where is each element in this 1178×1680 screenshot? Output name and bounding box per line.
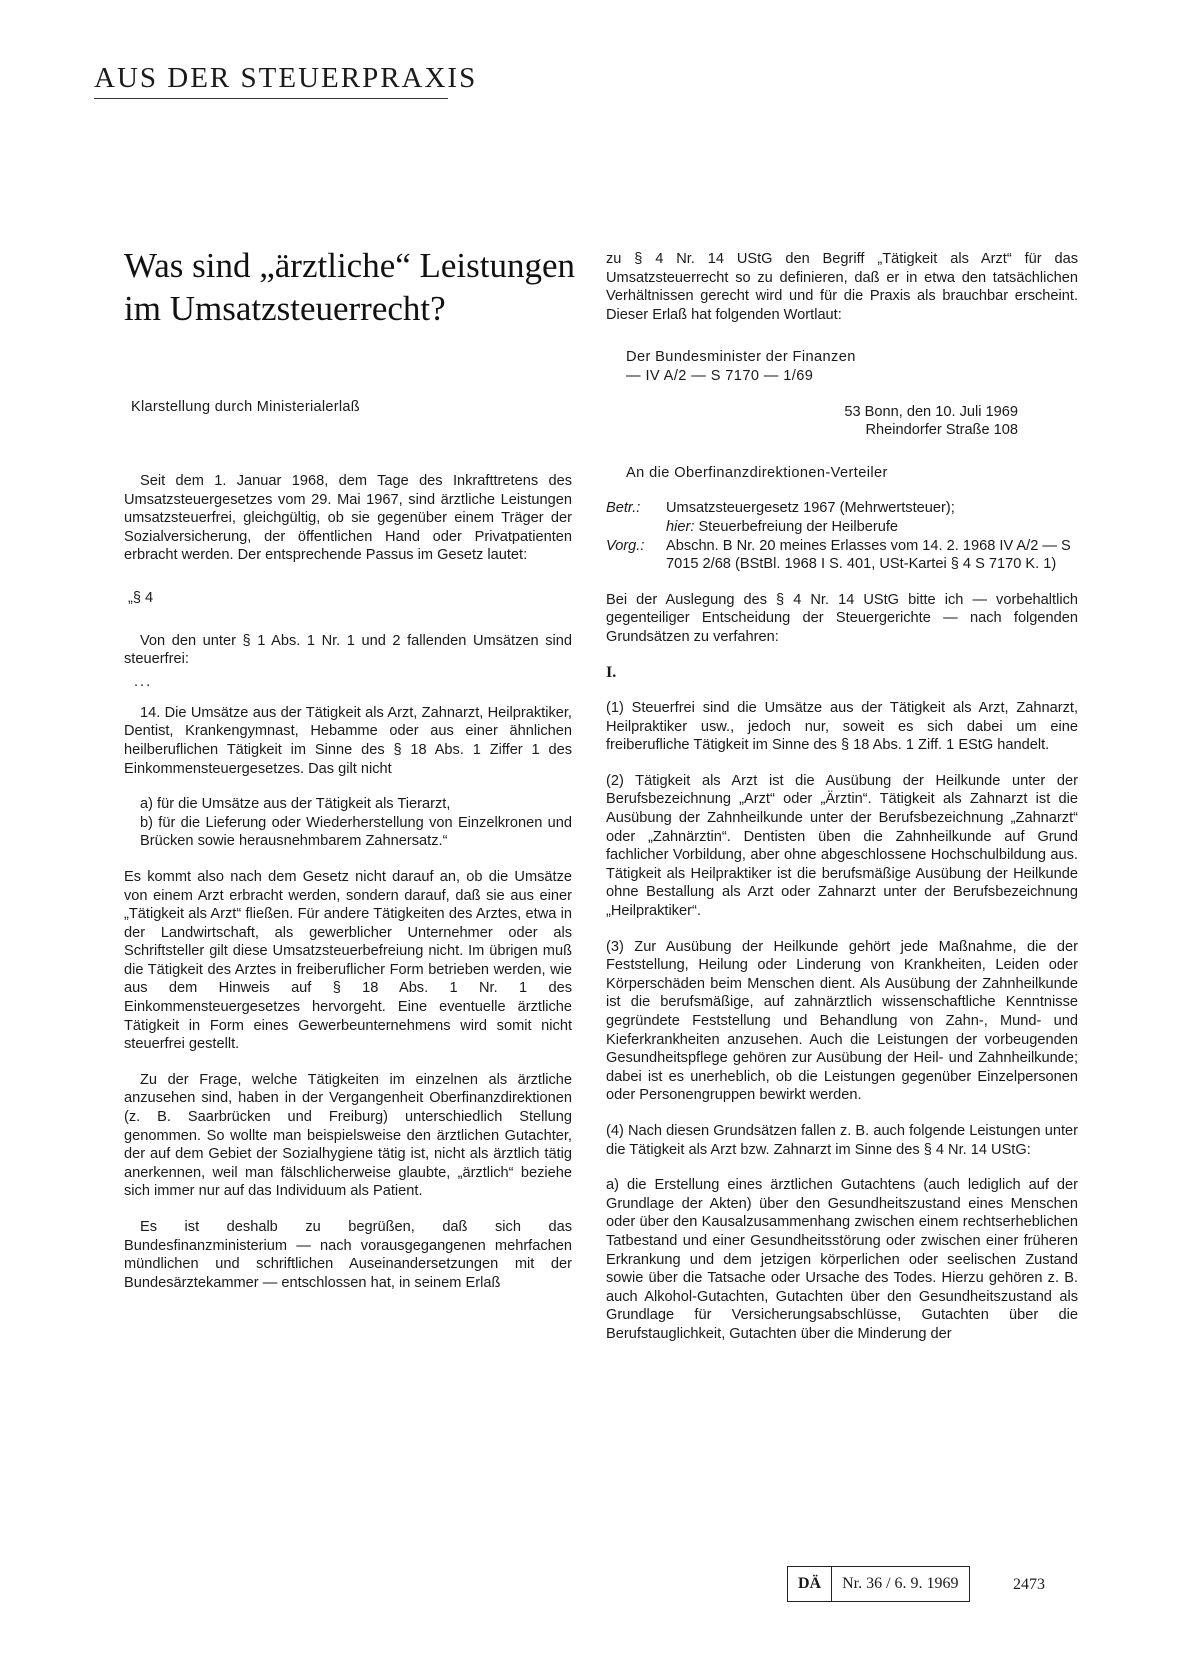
paragraph: (3) Zur Ausübung der Heilkunde gehört jede Maßnahme, die der Feststellung, Heilung oder Linderung von Krankheiten, Leiden oder Körperschäden beim Menschen dient. Als Ausübung der Zahnheilkunde ist die berufsmäßige, auf zahnärztlich wissenschaftliche Kenntnisse gegründete Feststellung und Behandlung von Zahn-, Mund- und Kieferkrankheiten anzusehen. Auch die Leistungen der vorbeugenden Gesundheitspflege gehören zur Ausübung der Heil- und Zahnheilkunde; dabei ist es unerheblich, ob die Leistungen gegenüber Einzelpersonen oder Personengruppen bewirkt werden. xyxy=(606,938,1078,1104)
section-number: I. xyxy=(606,663,617,681)
subject-text xyxy=(666,499,1078,536)
paragraph: a) die Erstellung eines ärztlichen Gutachtens (auch lediglich auf der Grundlage der Akten) über den Gesundheitszustand eines Menschen oder über den Kausalzusammenhang zwischen einem rechtserheblichen Tatbestand und einer Gesundheitsstörung oder zwischen einer früheren Erkrankung und dem jetzigen körperlichen oder seelischen Zustand sowie über die Tatsache oder Ursache des Todes. Hierzu gehören z. B. auch Alkohol-Gutachten, Gutachten über den Gesundheitszustand als Grundlage für Versicherungsabschlüsse, Gutachten über die Berufstauglichkeit, Gutachten über die Minderung der xyxy=(606,1177,1078,1342)
section-rule xyxy=(94,98,448,99)
left-column xyxy=(124,472,572,1292)
section-heading: AUS DER STEUERPRAXIS xyxy=(94,62,478,94)
subject-label: Betr.: xyxy=(606,500,641,517)
paragraph: Seit dem 1. Januar 1968, dem Tage des Inkrafttretens des Umsatzsteuergesetzes vom 29. Mai 1967, sind ärztliche Leistungen umsatzsteuerfrei, gleichgültig, ob sie gegenüber einem Träger der Sozialversicherung, der öffentlichen Hand oder Privatpatienten erbracht werden. Der entsprechende Passus im Gesetz lautet: xyxy=(124,473,572,564)
decree-recipient: An die Oberfinanzdirektionen-Verteiler xyxy=(626,464,888,481)
paragraph: (2) Tätigkeit als Arzt ist die Ausübung der Heilkunde unter der Berufsbezeichnung „Arzt“ oder „Ärztin“. Tätigkeit als Zahnarzt ist die Ausübung der Zahnheilkunde unter der Berufsbezeichnung „Zahnarzt“ oder „Zahnärztin“. Dentisten üben die Zahnheilkunde auf Grund fachlicher Vorbildung, aber ohne abgeschlossene Hochschulbildung aus. Tätigkeit als Heilpraktiker ist die berufsmäßige Ausübung der Heilkunde ohne Bestallung als Arzt oder Zahnarzt unter der Berufsbezeichnung „Heilpraktiker“. xyxy=(606,772,1078,920)
decree-address: Rheindorfer Straße 108 xyxy=(865,422,1018,439)
law-quote-heading: „§ 4 xyxy=(128,589,154,606)
decree-subject xyxy=(606,499,1078,573)
issue-number: Nr. 36 / 6. 9. 1969 xyxy=(842,1575,959,1592)
ellipsis: ... xyxy=(134,673,153,690)
paragraph: (1) Steuerfrei sind die Umsätze aus der Tätigkeit als Arzt, Zahnarzt, Heilpraktiker usw., jedoch nur, soweit es sich dabei um eine freiberufliche Tätigkeit im Sinne des § 18 Abs. 1 Ziff. 1 EStG handelt. xyxy=(606,700,1078,754)
law-quote-intro: Von den unter § 1 Abs. 1 Nr. 1 und 2 fallenden Umsätzen sind steuerfrei: xyxy=(124,632,572,668)
subject-line: Steuerbefreiung der Heilberufe xyxy=(698,518,899,535)
right-column xyxy=(606,250,1078,1344)
law-item-b: b) für die Lieferung oder Wiederherstellung von Einzelkronen und Brücken sowie herausnehmbarem Zahnersatz.“ xyxy=(140,814,572,850)
decree-reference: — IV A/2 — S 7170 — 1/69 xyxy=(626,367,814,384)
journal-abbreviation: DÄ xyxy=(788,1567,832,1601)
paragraph: Bei der Auslegung des § 4 Nr. 14 UStG bitte ich — vorbehaltlich gegenteiliger Entscheidung der Steuergerichte — nach folgenden Grundsätzen zu verfahren: xyxy=(606,591,1078,645)
law-item-a: a) für die Umsätze aus der Tätigkeit als Tierarzt, xyxy=(140,796,451,813)
paragraph: Es ist deshalb zu begrüßen, daß sich das Bundesfinanzministerium — nach vorausgegangenen mehrfachen mündlichen und schriftlichen Auseinandersetzungen mit der Bundesärztekammer — entschlossen hat, in seinem Erlaß xyxy=(124,1219,572,1291)
article-subtitle: Klarstellung durch Ministerialerlaß xyxy=(131,399,360,415)
previous-label: Vorg.: xyxy=(606,537,645,554)
decree-place-date: 53 Bonn, den 10. Juli 1969 xyxy=(844,403,1018,420)
subject-line: Umsatzsteuergesetz 1967 (Mehrwertsteuer); xyxy=(666,500,955,517)
subject-hier: hier: xyxy=(666,518,695,535)
paragraph: (4) Nach diesen Grundsätzen fallen z. B. auch folgende Leistungen unter die Tätigkeit als Arzt bzw. Zahnarzt im Sinne des § 4 Nr. 14 UStG: xyxy=(606,1122,1078,1158)
paragraph: zu § 4 Nr. 14 UStG den Begriff „Tätigkeit als Arzt“ für das Umsatzsteuerrecht so zu definieren, daß er in etwa den tatsächlichen Verhältnissen gerecht wird und für die Praxis als brauchbar erscheint. Dieser Erlaß hat folgenden Wortlaut: xyxy=(606,251,1078,323)
paragraph: Es kommt also nach dem Gesetz nicht darauf an, ob die Umsätze von einem Arzt erbracht werden, sondern darauf, daß sie aus einer „Tätigkeit als Arzt“ fließen. Für andere Tätigkeiten des Arztes, etwa in der Landwirtschaft, als gewerblicher Unternehmer oder als Schriftsteller gilt diese Umsatzsteuerbefreiung nicht. Im übrigen muß die Tätigkeit des Arztes in freiberuflicher Form betrieben werden, wie aus dem Hinweis auf § 18 Abs. 1 Nr. 1 des Einkommensteuergesetzes hervorgeht. Eine eventuelle ärztliche Tätigkeit in Form eines Gewerbeunternehmens wird somit nicht steuerfrei gestellt. xyxy=(124,868,572,1053)
previous-text: Abschn. B Nr. 20 meines Erlasses vom 14. 2. 1968 IV A/2 — S 7015 2/68 (BStBl. 1968 I S. 401, USt-Kartei § 4 S 7170 K. 1) xyxy=(666,537,1071,573)
decree-sender: Der Bundesminister der Finanzen xyxy=(626,349,856,366)
article-title: Was sind „ärztliche“ Leistungen im Umsatzsteuerrecht? xyxy=(124,246,576,328)
law-item-14: 14. Die Umsätze aus der Tätigkeit als Arzt, Zahnarzt, Heilpraktiker, Dentist, Krankengymnast, Hebamme oder aus einer ähnlichen heilberuflichen Tätigkeit im Sinne des § 18 Abs. 1 Ziffer 1 des Einkommensteuergesetzes. Das gilt nicht xyxy=(124,704,572,777)
paragraph: Zu der Frage, welche Tätigkeiten im einzelnen als ärztliche anzusehen sind, haben in der Vergangenheit Oberfinanzdirektionen (z. B. Saarbrücken und Freiburg) unterschiedlich Stellung genommen. So wollte man beispielsweise den ärztlichen Gutachter, der auf dem Gebiet der Sozialhygiene tätig ist, nicht als ärztlich tätig anerkennen, weil man fälschlicherweise glaubte, „ärztlich“ beziehe sich immer nur auf das Individuum als Patient. xyxy=(124,1071,572,1200)
journal-footer-box xyxy=(787,1566,970,1602)
page-number: 2473 xyxy=(1013,1576,1045,1593)
